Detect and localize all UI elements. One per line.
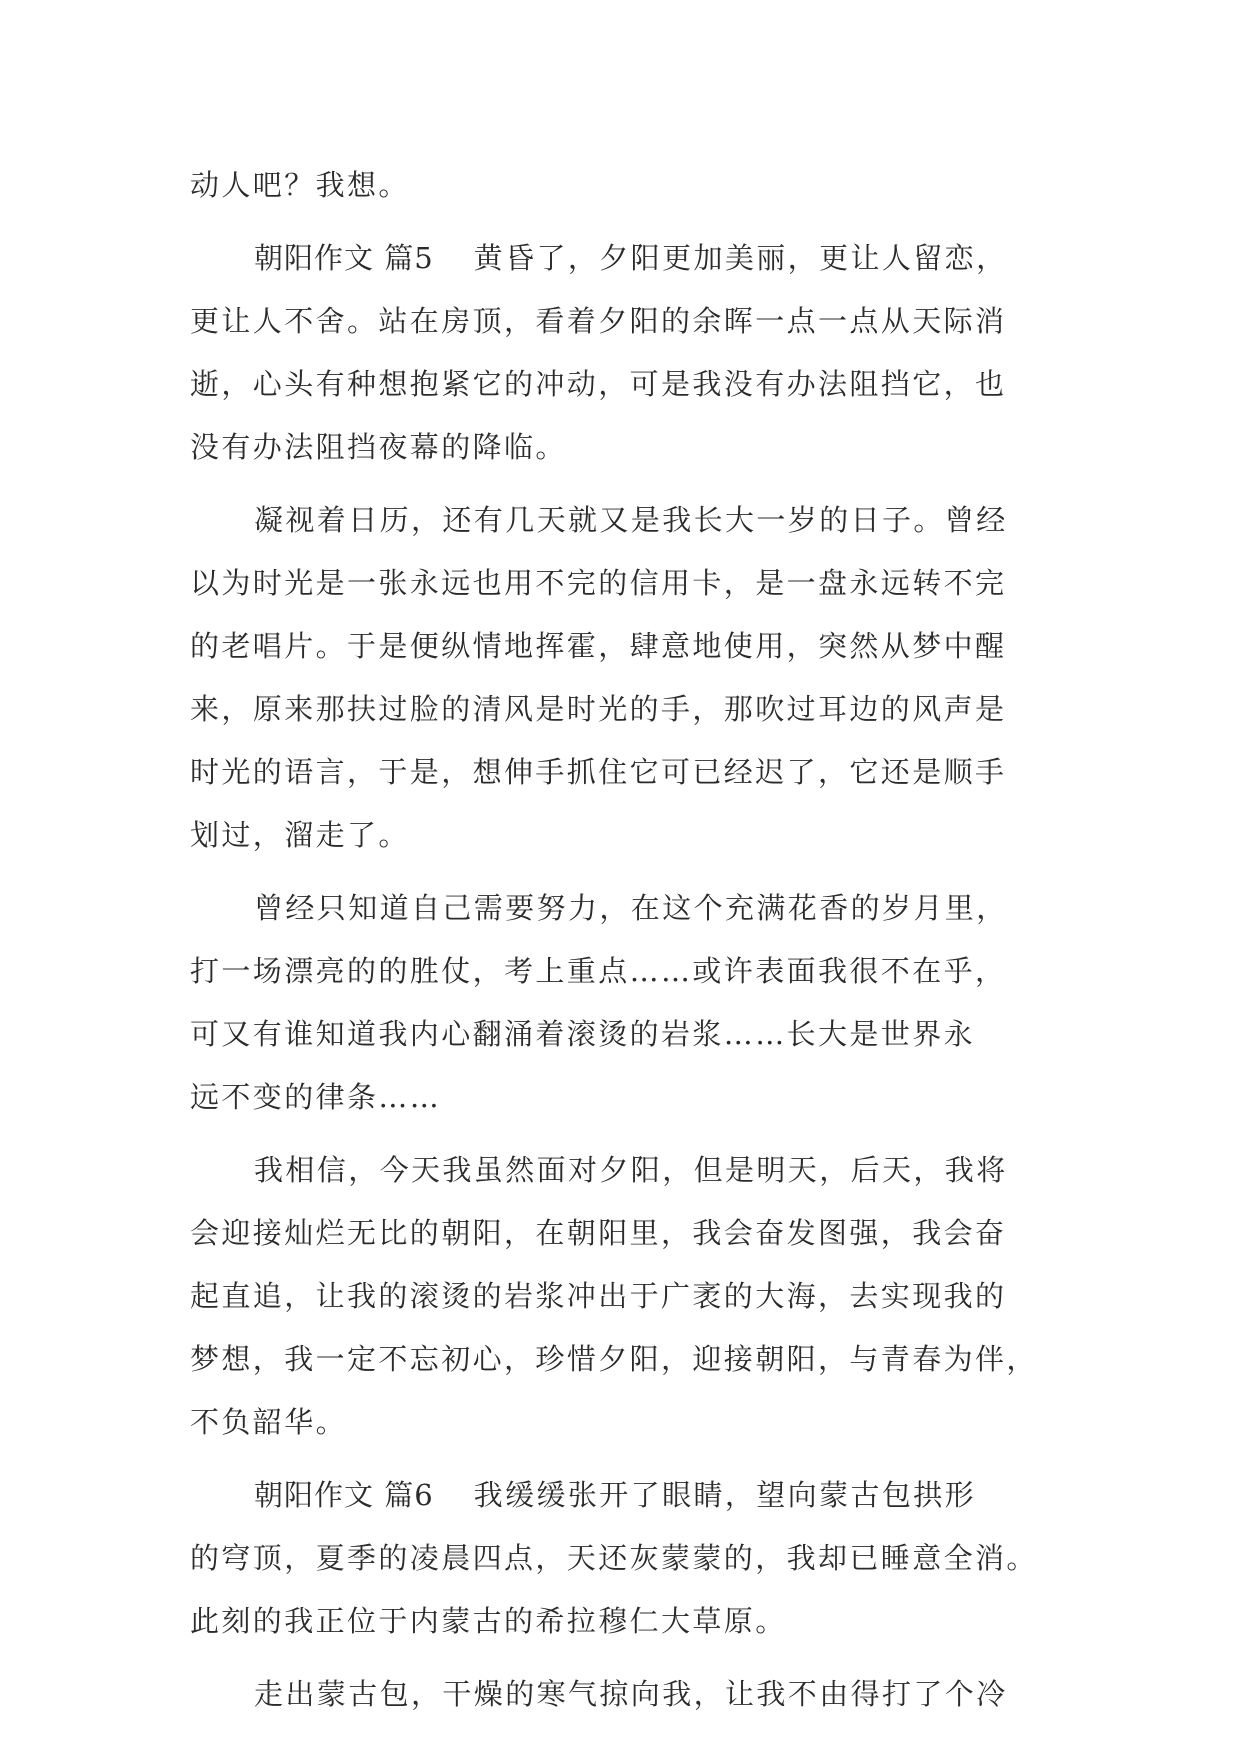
paragraph: [190, 154, 1050, 217]
text-line: 来，原来那扶过脸的清风是时光的手，那吹过耳边的风声是: [190, 692, 1007, 726]
paragraph: [190, 877, 1050, 1129]
paragraph: [190, 1464, 1050, 1653]
text-line: 打一场漂亮的的胜仗，考上重点……或许表面我很不在乎，: [190, 954, 1007, 988]
text-line-content: 黄昏了，夕阳更加美丽，更让人留恋，: [473, 241, 1008, 275]
text-line: 以为时光是一张永远也用不完的信用卡，是一盘永远转不完: [190, 566, 1007, 600]
text-line: 动人吧？我想。: [190, 168, 410, 202]
text-line: 我相信，今天我虽然面对夕阳，但是明天，后天，我将: [254, 1153, 1008, 1187]
text-line: 逝，心头有种想抱紧它的冲动，可是我没有办法阻挡它，也: [190, 367, 1007, 401]
text-line: 不负韶华。: [190, 1405, 348, 1439]
text-line: 的穹顶，夏季的凌晨四点，天还灰蒙蒙的，我却已睡意全消。: [190, 1541, 1038, 1575]
text-line: 此刻的我正位于内蒙古的希拉穆仁大草原。: [190, 1604, 787, 1638]
text-line: 凝视着日历，还有几天就又是我长大一岁的日子。曾经: [254, 503, 1008, 537]
text-line-content: 我缓缓张开了眼睛，望向蒙古包拱形: [473, 1478, 977, 1512]
section-heading: 朝阳作文 篇6: [254, 1478, 434, 1512]
text-line: 走出蒙古包，干燥的寒气掠向我，让我不由得打了个冷: [254, 1677, 1008, 1711]
text-line: 更让人不舍。站在房顶，看着夕阳的余晖一点一点从天际消: [190, 304, 1007, 338]
paragraph: [190, 227, 1050, 479]
paragraph: [190, 489, 1050, 867]
paragraph: [190, 1663, 1050, 1726]
text-line: 起直追，让我的滚烫的岩浆冲出于广袤的大海，去实现我的: [190, 1279, 1007, 1313]
text-line: 会迎接灿烂无比的朝阳，在朝阳里，我会奋发图强，我会奋: [190, 1216, 1007, 1250]
text-line: 没有办法阻挡夜幕的降临。: [190, 430, 567, 464]
text-line: 的老唱片。于是便纵情地挥霍，肆意地使用，突然从梦中醒: [190, 629, 1007, 663]
section-heading: 朝阳作文 篇5: [254, 241, 434, 275]
paragraph: [190, 1139, 1050, 1454]
text-line: 曾经只知道自己需要努力，在这个充满花香的岁月里，: [254, 891, 1008, 925]
document-body: [190, 154, 1050, 1726]
text-line: 时光的语言，于是，想伸手抓住它可已经迟了，它还是顺手: [190, 755, 1007, 789]
text-line: 可又有谁知道我内心翻涌着滚烫的岩浆……长大是世界永: [190, 1017, 976, 1051]
text-line: 划过，溜走了。: [190, 818, 410, 852]
text-line: 梦想，我一定不忘初心，珍惜夕阳，迎接朝阳，与青春为伴，: [190, 1342, 1038, 1376]
text-line: 远不变的律条……: [190, 1080, 442, 1114]
text-line: [190, 1464, 1050, 1527]
text-line: [190, 227, 1050, 290]
